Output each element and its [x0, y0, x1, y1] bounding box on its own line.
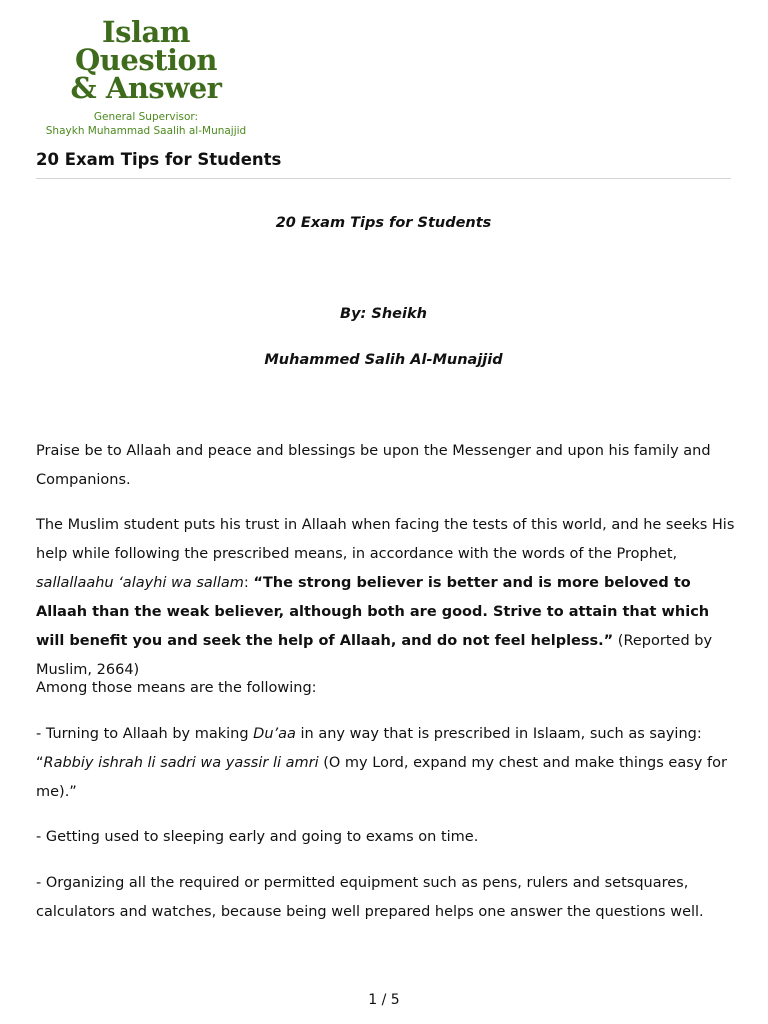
tip1-end-text: (O my Lord, expand my chest and make things easy for me).”	[36, 755, 727, 800]
article-author: Muhammed Salih Al-Munajjid	[264, 352, 503, 368]
logo-title-line2: & Answer	[70, 71, 222, 105]
tip-item-equipment: - Organizing all the required or permitted equipment such as pens, rulers and setsquares, calculators and watches, because being well prepared helps one answer the questions well.	[36, 875, 704, 920]
logo-supervisor-name: Shaykh Muhammad Saalih al-Munajjid	[45, 125, 247, 137]
tip1-start-text: - Turning to Allaah by making	[36, 726, 254, 742]
means-intro-paragraph: Among those means are the following:	[36, 680, 317, 696]
tip-item-sleep: - Getting used to sleeping early and going to exams on time.	[36, 829, 479, 845]
intro-paragraph: Praise be to Allaah and peace and blessings be upon the Messenger and upon his family and Companions.	[36, 443, 711, 488]
hadith-paragraph	[36, 511, 736, 685]
duaa-term: Du’aa	[253, 726, 296, 742]
page-number: 1 / 5	[368, 992, 400, 1008]
hadith-intro-text: The Muslim student puts his trust in Allaah when facing the tests of this world, and he seeks His help while following the prescribed means, in accordance with the words of the Prophet,	[36, 517, 735, 562]
colon-text: :	[243, 575, 254, 591]
hadith-reference: (Reported by Muslim, 2664)	[36, 633, 713, 678]
article-title: 20 Exam Tips for Students	[275, 215, 492, 231]
hadith-quote: “The strong believer is better and is more beloved to Allaah than the weak believer, although both are good. Strive to attain that which will benefit you and seek the help of Allaah, and do not feel helpless.”	[36, 575, 710, 649]
logo-title-line1: Islam Question	[75, 15, 217, 77]
logo-supervisor-label: General Supervisor:	[93, 111, 199, 123]
arabic-supplication: Rabbiy ishrah li sadri wa yassir li amri	[43, 755, 319, 771]
tip1-mid-text: in any way that is prescribed in Islaam, such as saying: “	[36, 726, 702, 771]
tip-item-duaa	[36, 720, 736, 807]
site-logo[interactable]	[36, 15, 256, 138]
page-title: 20 Exam Tips for Students	[36, 150, 731, 179]
article-byline: By: Sheikh	[340, 306, 427, 322]
salutation-text: sallallaahu ‘alayhi wa sallam	[36, 575, 244, 591]
